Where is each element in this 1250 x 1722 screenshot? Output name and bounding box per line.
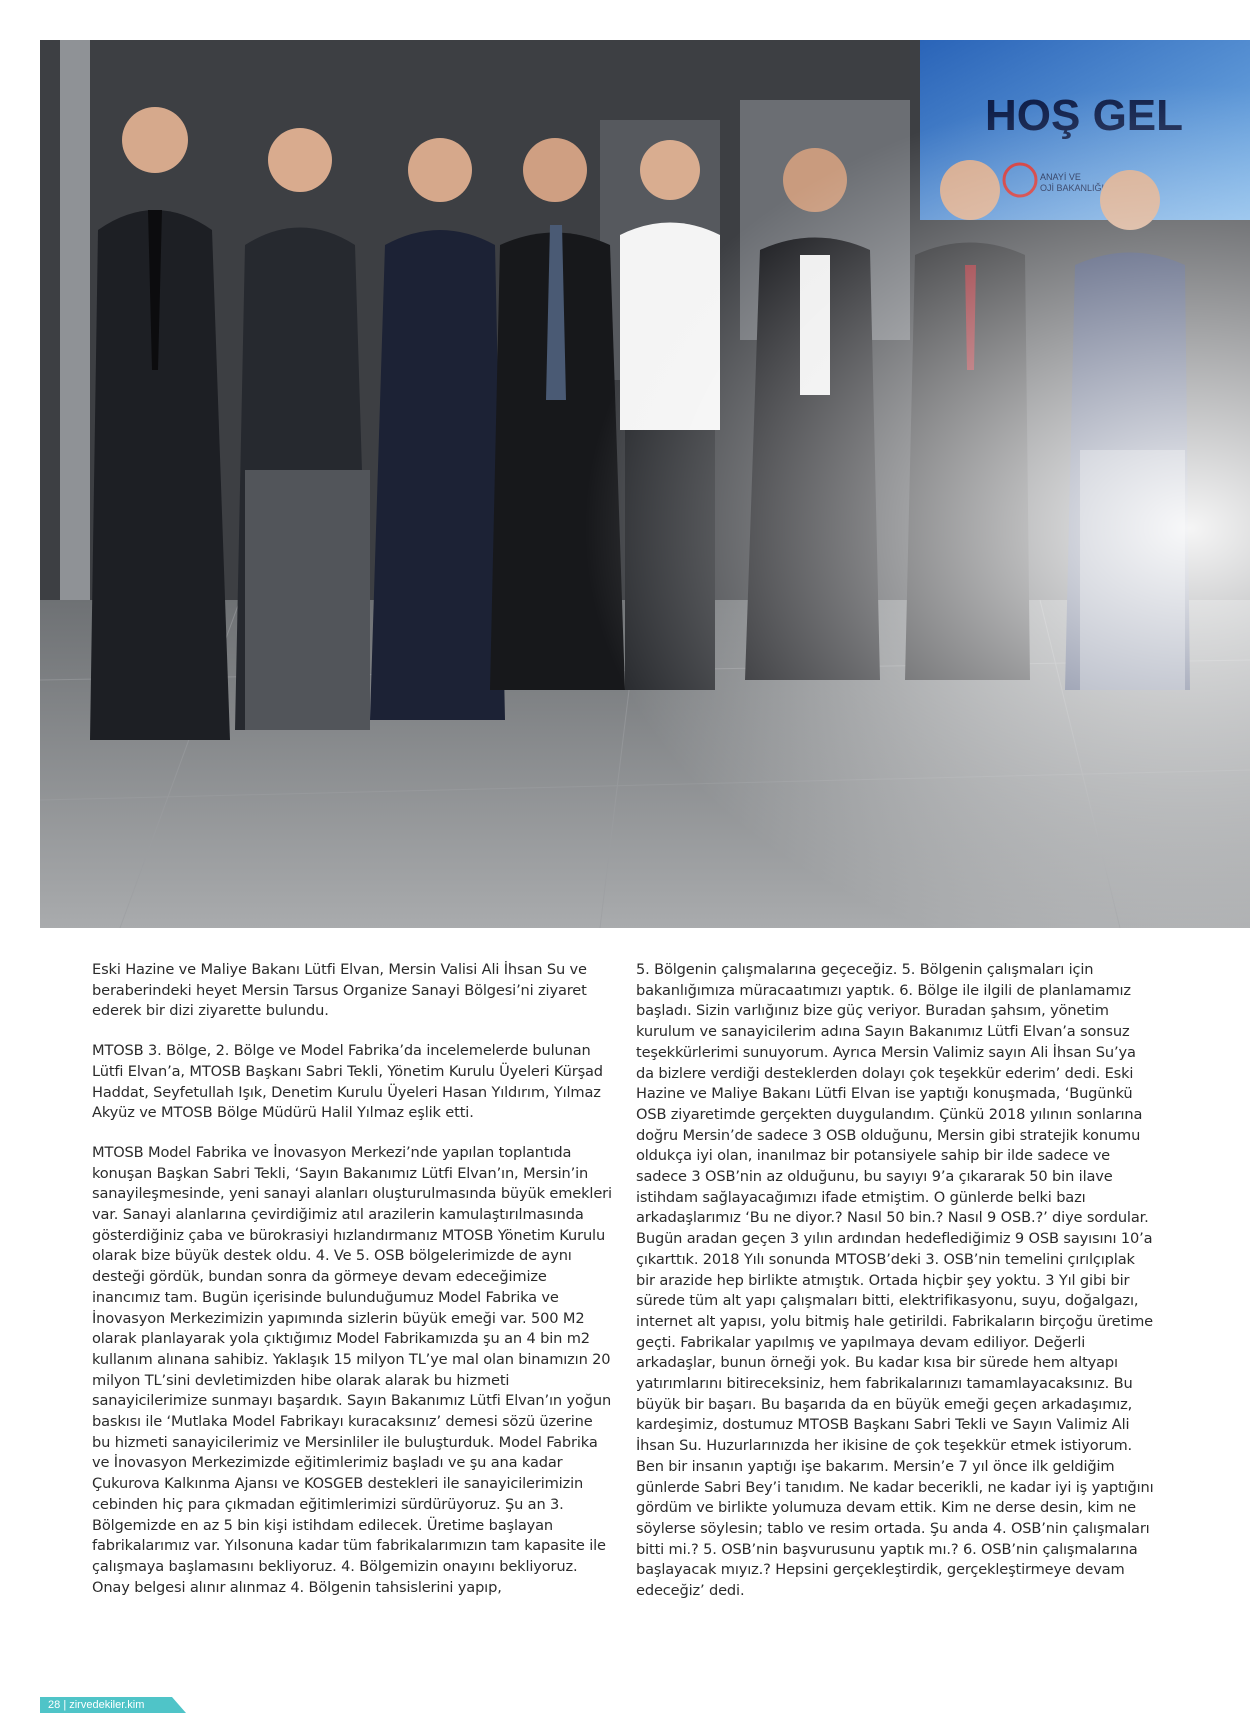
photo-illustration xyxy=(40,40,1250,928)
paragraph: MTOSB Model Fabrika ve İnovasyon Merkezi’nde yapılan toplantıda konuşan Başkan Sabri Tekli, ‘Sayın Bakanımız Lütfi Elvan’ın, Mersin’in sanayileşmesinde, yeni sanayi alanları oluşturulmasında büyük emekleri var. Sanayi alanlarına çevirdiğimiz atıl arazilerin kamulaştırılmasında gösterdiğiniz çaba ve bürokrasiyi hızlandırmanız MTOSB Yönetim Kurulu olarak bize büyük destek oldu. 4. Ve 5. OSB bölgelerimizde de aynı desteği gördük, bundan sonra da görmeye devam edeceğimize inancımız tam. Bugün içerisinde bulunduğumuz Model Fabrika ve İnovasyon Merkezimizin yapımında sizlerin büyük emeği var. 500 M2 olarak planlayarak yola çıktığımız Model Fabrikamızda şu an 4 bin m2 kullanım alınana sahibiz. Yaklaşık 15 milyon TL’ye mal olan binamızın 20 milyon TL’sini devletimizden hibe olarak alarak bu hizmeti sanayicilerimize sunmayı başardık. Sayın Bakanımız Lütfi Elvan’ın yoğun baskısı ile ‘Mutlaka Model Fabrikayı kuracaksınız’ demesi sözü üzerine bu hizmeti sanayicilerimiz ve Mersinliler ile buluşturduk. Model Fabrika ve İnovasyon Merkezimizde eğitimlerimiz başladı ve şu ana kadar Çukurova Kalkınma Ajansı ve KOSGEB destekleri ile sanayicilerimizin cebinden hiç para çıkmadan eğitimlerimizi sürdürüyoruz. Şu an 3. Bölgemizde en az 5 bin kişi istihdam edilecek. Üretime başlayan fabrikalarımız var. Yılsonuna kadar tüm fabrikalarımızın tam kapasite ile çalışmaya başlamasını bekliyoruz. 4. Bölgemizin onayını bekliyoruz. Onay belgesi alınır alınmaz 4. Bölgenin tahsislerini yapıp, xyxy=(92,1143,612,1596)
article-column-left xyxy=(92,960,612,1617)
article-column-right xyxy=(636,960,1156,1621)
paragraph: 5. Bölgenin çalışmalarına geçeceğiz. 5. Bölgenin çalışmaları için bakanlığımıza müracaatımızı yaptık. 6. Bölge ile ilgili de planlamamız başladı. Sizin varlığınız bize güç veriyor. Buradan şahsım, yönetim kurulum ve sanayicilerim adına Sayın Bakanımız Lütfi Elvan’a sonsuz teşekkürlerimi sunuyorum. Ayrıca Mersin Valimiz sayın Ali İhsan Su’ya da bizlere verdiği desteklerden dolayı çok teşekkür ederim’ dedi. Eski Hazine ve Maliye Bakanı Lütfi Elvan ise yaptığı konuşmada, ‘Bugünkü OSB ziyaretimde gerçekten duygulandım. Çünkü 2018 yılının sonlarına doğru Mersin’de sadece 3 OSB olduğunu, Mersin gibi stratejik konumu oldukça iyi olan, inanılmaz bir potansiyele sahip bir ilde sadece ve sadece 3 OSB’nin az olduğunu, bu sayıyı 9’a çıkararak 50 bin ilave istihdam sağlayacağımızı ifade etmiştim. O günlerde belki bazı arkadaşlarımız ‘Bu ne diyor.? Nasıl 50 bin.? Nasıl 9 OSB.?’ diye sordular. Bugün aradan geçen 3 yılın ardından hedeflediğimiz 9 OSB sayısını 10’a çıkarttık. 2018 Yılı sonunda MTOSB’deki 3. OSB’nin temelini çırılçıplak bir arazide hep birlikte atmıştık. Ortada hiçbir şey yoktu. 3 Yıl gibi bir sürede tüm alt yapı çalışmaları bitti, elektrifikasyonu, suyu, doğalgazı, internet alt yapısı, yolu bitmiş hale getirildi. Fabrikaların birçoğu üretime geçti. Fabrikalar yapılmış ve yapılmaya devam ediliyor. Değerli arkadaşlar, bunun örneği yok. Bu kadar kısa bir sürede hem altyapı yatırımlarını bitireceksiniz, hem fabrikalarınızı tamamlayacaksınız. Bu büyük bir başarı. Bu başarıda da en büyük emeği geçen arkadaşımız, kardeşimiz, dostumuz MTOSB Başkanı Sabri Tekli ve Sayın Valimiz Ali İhsan Su. Huzurlarınızda her ikisine de çok teşekkür etmek istiyorum. Ben bir insanın yaptığı işe bakarım. Mersin’e 7 yıl önce ilk geldiğim günlerde Sabri Bey’i tanıdım. Ne kadar becerikli, ne kadar iyi iş yaptığını gördüm ve birlikte yolumuza devam ettik. Kim ne derse desin, kim ne söylerse söylesin; tablo ve resim ortada. Şu anda 4. OSB’nin çalışmaları bitti mi.? 5. OSB’nin başvurusunu yaptık mı.? 6. OSB’nin çalışmalarına başlayacak mıyız.? Hepsini gerçekleştirdik, gerçekleştirmeye devam edeceğiz’ dedi. xyxy=(636,961,1154,1600)
footer-separator: | xyxy=(63,1699,67,1711)
page-footer xyxy=(40,1697,186,1713)
group-photo xyxy=(40,40,1250,928)
paragraph: Eski Hazine ve Maliye Bakanı Lütfi Elvan, Mersin Valisi Ali İhsan Su ve beraberindeki heyet Mersin Tarsus Organize Sanayi Bölgesi’ni ziyaret ederek bir dizi ziyarette bulundu. xyxy=(92,961,587,1020)
page-number: 28 xyxy=(48,1699,61,1711)
footer-text xyxy=(48,1698,144,1712)
paragraph: MTOSB 3. Bölge, 2. Bölge ve Model Fabrika’da incelemelerde bulunan Lütfi Elvan’a, MTOSB Başkanı Sabri Tekli, Yönetim Kurulu Üyeleri Kürşad Haddat, Seyfetullah Işık, Denetim Kurulu Üyeleri Hasan Yıldırım, Yılmaz Akyüz ve MTOSB Bölge Müdürü Halil Yılmaz eşlik etti. xyxy=(92,1042,603,1122)
site-name: zirvedekiler.kim xyxy=(69,1699,145,1711)
